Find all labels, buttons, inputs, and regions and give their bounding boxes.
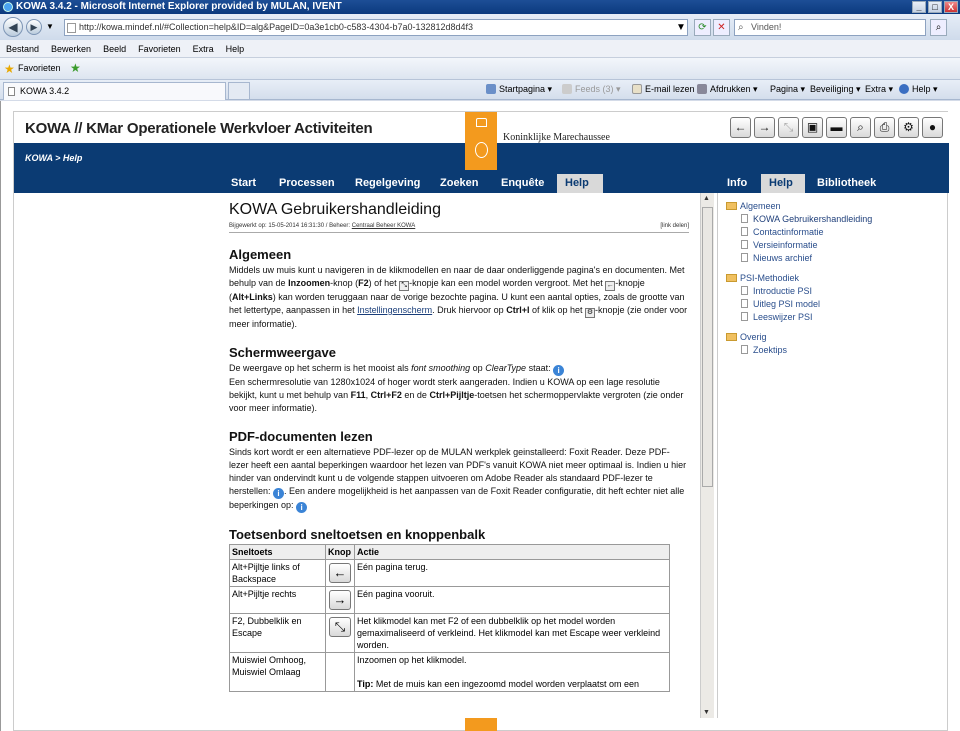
table-header-row — [230, 545, 670, 560]
text: -knop ( — [330, 278, 359, 288]
section-pdf-title: PDF-documenten lezen — [229, 429, 373, 444]
text-bold: Ctrl+F2 — [370, 390, 402, 400]
safety-command[interactable]: Beveiliging ▾ — [810, 84, 861, 94]
toolbar-forward-icon[interactable]: → — [754, 117, 775, 138]
tab-help[interactable]: Help — [557, 174, 603, 193]
sidebar-item-nieuws-archief[interactable] — [741, 253, 812, 263]
back-button[interactable]: ◀ — [3, 17, 23, 37]
item-label: Nieuws archief — [753, 253, 813, 263]
page-icon — [67, 23, 76, 33]
window-title-bar — [0, 0, 960, 14]
feeds-command[interactable]: Feeds (3) ▾ — [562, 84, 621, 95]
text: -knopje kan een model worden vergroot. Met het — [409, 278, 603, 288]
toolbar-settings-icon[interactable]: ⚙ — [898, 117, 919, 138]
tab-processen[interactable]: Processen — [279, 177, 335, 189]
item-label: KOWA Gebruikershandleiding — [753, 214, 873, 224]
text: Een schermresolutie van 1280x1024 of hoger wordt sterk aangeraden. Indien u KOWA op een lage resolutie bekijkt, kunt u met behulp van — [229, 377, 660, 400]
search-go-icon[interactable]: ⌕ — [930, 19, 947, 36]
ie-logo-icon — [3, 2, 13, 12]
command-bar — [0, 80, 960, 100]
footer-logo-strip — [465, 718, 497, 731]
document-icon — [741, 299, 748, 308]
close-window-button[interactable]: X — [944, 1, 958, 13]
kmar-logo — [465, 112, 497, 170]
page-label: Pagina — [770, 84, 799, 94]
window-title: KOWA 3.4.2 - Microsoft Internet Explorer provided by MULAN, IVENT — [16, 1, 342, 12]
favorites-star-icon[interactable]: ★ — [4, 62, 15, 76]
toolbar-lightbulb-icon[interactable]: ● — [922, 117, 943, 138]
help-command[interactable]: Help ▾ — [899, 84, 938, 95]
document-icon — [741, 253, 748, 262]
cell-icon — [326, 560, 355, 587]
item-label: Leeswijzer PSI — [753, 312, 813, 322]
print-icon — [697, 84, 707, 94]
breadcrumb: KOWA > Help — [25, 153, 83, 163]
text-italic: ClearType — [485, 363, 527, 373]
scrollbar-thumb[interactable] — [702, 207, 713, 487]
minimize-button[interactable]: _ — [912, 1, 926, 13]
home-label: Startpagina — [499, 84, 546, 94]
crown-icon — [476, 118, 487, 127]
menu-beeld[interactable]: Beeld — [103, 43, 127, 54]
item-label: Zoektips — [753, 345, 788, 355]
document-icon — [741, 312, 748, 321]
sidebar-item-uitleg-psi[interactable] — [741, 299, 820, 309]
browser-tab[interactable] — [3, 82, 226, 100]
item-label: Introductie PSI — [753, 286, 813, 296]
document-icon — [741, 240, 748, 249]
cell-icon — [326, 614, 355, 653]
cell-action: Eén pagina vooruit. — [355, 587, 670, 614]
text-bold: Ctrl+Pijltje — [429, 390, 475, 400]
content-scrollbar[interactable] — [700, 193, 714, 718]
home-command[interactable]: Startpagina ▾ — [486, 84, 552, 95]
item-label: Versieinformatie — [753, 240, 818, 250]
favorites-bar — [0, 58, 960, 80]
document-icon — [741, 345, 748, 354]
share-link[interactable]: [link delen] — [660, 223, 689, 229]
search-icon: ⌕ — [738, 22, 744, 33]
search-placeholder: Vinden! — [751, 22, 782, 32]
print-command[interactable]: Afdrukken ▾ — [697, 84, 758, 95]
shortcuts-table — [229, 544, 670, 692]
back-arrow-icon: ← — [329, 563, 351, 583]
doc-title: KOWA Gebruikershandleiding — [229, 201, 441, 218]
add-favorite-icon[interactable]: ★ — [70, 61, 81, 75]
sidebar-group-overig[interactable] — [726, 332, 767, 342]
menu-bewerken[interactable]: Bewerken — [51, 43, 92, 54]
help-sidebar — [717, 193, 949, 718]
menu-help[interactable]: Help — [225, 43, 245, 54]
cell-icon — [326, 653, 355, 692]
text: -knopje ( — [229, 278, 645, 302]
forward-button[interactable]: ▶ — [26, 19, 42, 35]
home-icon — [486, 84, 496, 94]
text: ) of het — [368, 278, 397, 288]
menu-favorieten[interactable]: Favorieten — [138, 43, 181, 54]
text: op — [472, 363, 483, 373]
maximize-icon: ⤡ — [329, 617, 351, 637]
text-bold: F11 — [350, 390, 366, 400]
back-arrow-icon: ← — [606, 282, 614, 289]
new-tab-button[interactable] — [228, 82, 250, 100]
sidebar-item-introductie-psi[interactable] — [741, 286, 812, 296]
tip-text: Met de muis kan een ingezoomd model worden verplaatst om een — [375, 679, 640, 689]
cell-key: Alt+Pijltje rechts — [230, 587, 326, 614]
group-label: Overig — [740, 332, 767, 342]
table-row — [230, 614, 670, 653]
header-sneltoets: Sneltoets — [230, 545, 326, 560]
mail-label: E-mail lezen — [645, 84, 695, 94]
table-row — [230, 653, 670, 692]
toolbar-print-icon[interactable]: ⎙ — [874, 117, 895, 138]
group-label: PSI-Methodiek — [740, 273, 800, 283]
text: . Een andere mogelijkheid is het aanpassen van de Foxit Reader configuratie, dit heft echter niet alle beperkingen op: — [229, 486, 685, 510]
feeds-label: Feeds (3) — [575, 84, 614, 94]
menu-extra[interactable]: Extra — [192, 43, 214, 54]
stop-icon[interactable]: ✕ — [713, 19, 730, 36]
instellingen-link[interactable]: Instellingenscherm — [357, 305, 433, 315]
cell-action — [355, 653, 670, 692]
forward-arrow-icon: → — [329, 590, 351, 610]
help-icon — [899, 84, 909, 94]
info-icon[interactable]: i — [273, 488, 284, 499]
section-algemeen-text — [229, 264, 689, 331]
table-row — [230, 560, 670, 587]
menu-bestand[interactable]: Bestand — [6, 43, 40, 54]
tab-enquete[interactable]: Enquête — [501, 177, 545, 189]
maximize-button[interactable]: □ — [928, 1, 942, 13]
sidebar-item-gebruikershandleiding[interactable] — [741, 214, 872, 224]
extra-command[interactable]: Extra ▾ — [865, 84, 894, 94]
tab-page-icon — [8, 87, 15, 96]
search-input[interactable] — [734, 19, 926, 36]
toolbar-back-icon[interactable]: ← — [730, 117, 751, 138]
text-bold: Inzoomen — [288, 278, 331, 288]
text: Sinds kort wordt er een alternatieve PDF-lezer op de MULAN werkplek geinstalleerd: Foxit Reader. Deze PDF-lezer heeft een aantal beperkingen waardoor het lezen van PDF's vanuit KOWA niet meer optimaal is. Indien u hier hinder van ondervindt kunt u de volgende stappen uitvoeren om Adobe Reader als standaard PDF-lezer te herstellen: — [229, 447, 687, 496]
document-icon — [741, 214, 748, 223]
text-bold: Alt+Links — [232, 292, 273, 302]
header-knop: Knop — [326, 545, 355, 560]
section-scherm-text: De weergave op het scherm is het mooist als font smoothing op ClearType staat: i Een schermresolutie van 1280x1024 of hoger wordt sterk aangeraden. Indien u KOWA op een lage resolutie bekijkt, kunt u met behulp van F11, Ctrl+F2 en de Ctrl+Pijltje-toetsen het schermoppervlakte vergroten (zie onder voor meer informatie). — [229, 363, 684, 413]
web-page — [0, 101, 960, 731]
sidebar-group-algemeen[interactable] — [726, 201, 781, 211]
address-row — [0, 14, 960, 40]
section-keys-title: Toetsenbord sneltoetsen en knoppenbalk — [229, 527, 486, 542]
page-command[interactable]: Pagina ▾ — [770, 84, 806, 94]
mail-command[interactable] — [632, 84, 695, 94]
item-label: Uitleg PSI model — [753, 299, 821, 309]
document — [229, 201, 689, 692]
text-bold: F2 — [358, 278, 369, 288]
feeds-icon — [562, 84, 572, 94]
content-pane — [14, 193, 715, 718]
safety-label: Beveiliging — [810, 84, 854, 94]
address-dropdown-icon[interactable]: ▼ — [676, 22, 686, 33]
info-icon[interactable]: i — [553, 365, 564, 376]
tab-regelgeving[interactable]: Regelgeving — [355, 177, 421, 189]
sidebar-item-zoektips[interactable] — [741, 345, 787, 355]
document-icon — [741, 286, 748, 295]
section-scherm-title: Schermweergave — [229, 345, 336, 360]
mail-icon — [632, 84, 642, 94]
info-icon[interactable]: i — [296, 502, 307, 513]
toolbar-screen-icon[interactable]: ▣ — [802, 117, 823, 138]
action-text: Inzoomen op het klikmodel. — [357, 655, 467, 665]
cell-key: Muiswiel Omhoog, Muiswiel Omlaag — [230, 653, 326, 692]
text: Middels uw muis kunt u navigeren in de klikmodellen en naar de daar onderliggende pagina's en documenten. Met behulp van de — [229, 265, 685, 288]
grenade-icon — [475, 142, 488, 158]
folder-icon — [726, 333, 737, 341]
extra-label: Extra — [865, 84, 887, 94]
favorites-button[interactable]: Favorieten — [18, 63, 61, 73]
app-title: KOWA // KMar Operationele Werkvloer Activiteiten — [25, 120, 373, 137]
item-label: Contactinformatie — [753, 227, 824, 237]
cell-key: F2, Dubbelklik en Escape — [230, 614, 326, 653]
sidebar-group-psi[interactable] — [726, 273, 799, 283]
text: -knopje (zie onder voor meer informatie). — [229, 305, 688, 329]
address-bar[interactable] — [64, 19, 688, 36]
kowa-app — [13, 111, 948, 731]
sidebar-item-versieinformatie[interactable] — [741, 240, 818, 250]
scroll-up-icon[interactable]: ▲ — [703, 195, 710, 202]
print-label: Afdrukken — [710, 84, 751, 94]
document-icon — [741, 227, 748, 236]
table-row — [230, 587, 670, 614]
cell-icon — [326, 587, 355, 614]
cell-key: Alt+Pijltje links of Backspace — [230, 560, 326, 587]
header-actie: Actie — [355, 545, 670, 560]
text: en de — [404, 390, 427, 400]
toolbar-search-icon[interactable]: ⌕ — [850, 117, 871, 138]
folder-icon — [726, 274, 737, 282]
logo-text: Koninklijke Marechaussee — [503, 132, 610, 143]
tip-label: Tip: — [357, 679, 374, 689]
toolbar-maximize-icon[interactable]: ⤡ — [778, 117, 799, 138]
text: -toetsen het schermoppervlakte vergroten (zie onder voor meer informatie). — [229, 390, 684, 413]
settings-icon: ⚙ — [586, 309, 594, 316]
meta-updated: Bijgewerkt op: 15-05-2014 16:31:30 / Beheer: — [229, 223, 351, 229]
sidebar-item-leeswijzer-psi[interactable] — [741, 312, 813, 322]
maximize-icon: ⤡ — [399, 281, 409, 291]
toolbar-briefcase-icon[interactable]: ▬ — [826, 117, 847, 138]
cell-action: Eén pagina terug. — [355, 560, 670, 587]
tab-bibliotheek[interactable]: Bibliotheek — [817, 177, 877, 189]
section-algemeen-title: Algemeen — [229, 247, 292, 262]
tab-zoeken[interactable]: Zoeken — [440, 177, 479, 189]
menu-bar — [0, 40, 960, 58]
text: of klik op het — [531, 305, 583, 315]
sidebar-item-contactinformatie[interactable] — [741, 227, 824, 237]
tab-help-right[interactable]: Help — [761, 174, 805, 193]
tab-info[interactable]: Info — [727, 177, 748, 189]
scroll-down-icon[interactable]: ▼ — [703, 709, 710, 716]
cell-action: Het klikmodel kan met F2 of een dubbelklik op het model worden gemaximaliseerd of verkleind. Het klikmodel kan met Escape weer verkleind worden. — [355, 614, 670, 653]
text: . Druk hiervoor op — [432, 305, 504, 315]
folder-icon — [726, 202, 737, 210]
text: De weergave op het scherm is het mooist als — [229, 363, 409, 373]
section-pdf-text — [229, 446, 689, 513]
text-bold: Ctrl+I — [506, 305, 530, 315]
help-label: Help — [912, 84, 931, 94]
text-italic: font smoothing — [411, 363, 471, 373]
text: staat: — [528, 363, 551, 373]
refresh-icon[interactable]: ⟳ — [694, 19, 711, 36]
doc-meta — [229, 223, 689, 233]
history-dropdown-icon[interactable]: ▼ — [46, 22, 54, 31]
tab-label: KOWA 3.4.2 — [20, 86, 70, 96]
meta-owner-link[interactable]: Centraal Beheer KOWA — [351, 223, 416, 229]
group-label: Algemeen — [740, 201, 781, 211]
text: ) kan worden teruggaan naar de vorige bezochte pagina. U kunt een aantal opties, zoals de grootte van het lettertype, aanpassen in het — [229, 292, 685, 315]
address-url: http://kowa.mindef.nl/#Collection=help&ID=alg&PageID=0a3e1cb0-c583-4304-b7a0-132812d8d4f3 — [79, 22, 474, 32]
tab-start[interactable]: Start — [231, 177, 257, 189]
